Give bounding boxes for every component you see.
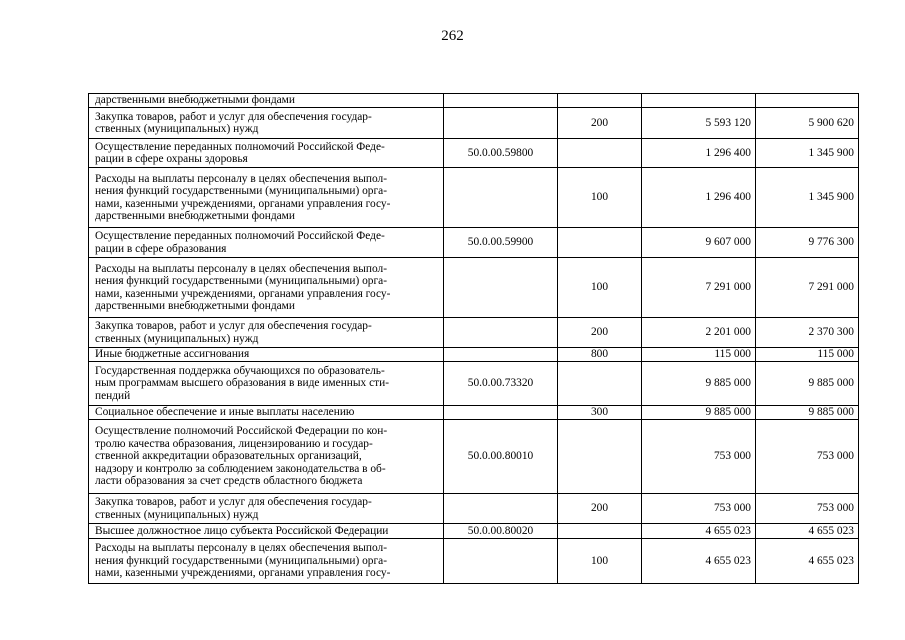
table-row xyxy=(89,406,859,420)
amount-year-1: 9 607 000 xyxy=(642,228,756,258)
expense-type-code: 200 xyxy=(558,494,642,524)
amount-year-2: 9 885 000 xyxy=(756,406,859,420)
item-name: Социальное обеспечение и иные выплаты населению xyxy=(89,406,444,420)
table-row xyxy=(89,228,859,258)
amount-year-2 xyxy=(756,94,859,108)
target-article-code xyxy=(444,258,558,318)
amount-year-1: 7 291 000 xyxy=(642,258,756,318)
table-row xyxy=(89,420,859,494)
amount-year-2: 4 655 023 xyxy=(756,539,859,584)
expense-type-code: 200 xyxy=(558,108,642,139)
amount-year-1: 2 201 000 xyxy=(642,318,756,348)
item-name: Осуществление переданных полномочий Российской Феде- рации в сфере охраны здоровья xyxy=(89,139,444,168)
expense-type-code xyxy=(558,94,642,108)
table-row xyxy=(89,139,859,168)
expense-type-code xyxy=(558,524,642,539)
table-row xyxy=(89,318,859,348)
item-name: Закупка товаров, работ и услуг для обеспечения государ- ственных (муниципальных) нужд xyxy=(89,318,444,348)
item-name: Иные бюджетные ассигнования xyxy=(89,348,444,362)
amount-year-2: 2 370 300 xyxy=(756,318,859,348)
target-article-code: 50.0.00.80020 xyxy=(444,524,558,539)
item-name: Закупка товаров, работ и услуг для обеспечения государ- ственных (муниципальных) нужд xyxy=(89,108,444,139)
amount-year-1: 4 655 023 xyxy=(642,539,756,584)
amount-year-1 xyxy=(642,94,756,108)
amount-year-2: 1 345 900 xyxy=(756,139,859,168)
expense-type-code: 200 xyxy=(558,318,642,348)
amount-year-2: 753 000 xyxy=(756,420,859,494)
amount-year-2: 115 000 xyxy=(756,348,859,362)
amount-year-1: 9 885 000 xyxy=(642,406,756,420)
expense-type-code: 100 xyxy=(558,258,642,318)
amount-year-2: 753 000 xyxy=(756,494,859,524)
table-row xyxy=(89,539,859,584)
amount-year-2: 4 655 023 xyxy=(756,524,859,539)
item-name: Закупка товаров, работ и услуг для обеспечения государ- ственных (муниципальных) нужд xyxy=(89,494,444,524)
item-name: Расходы на выплаты персоналу в целях обеспечения выпол- нения функций государственными (муниципальными) орга- нами, казенными учреждениями, органами управления госу- xyxy=(89,539,444,584)
item-name: Осуществление полномочий Российской Федерации по кон- тролю качества образования, лицензированию и государ- ственной аккредитации образовательных организаций, надзору и контролю за соблюдением законодательства в об- ласти образования за счет средств областного бюджета xyxy=(89,420,444,494)
amount-year-1: 5 593 120 xyxy=(642,108,756,139)
table-row xyxy=(89,524,859,539)
target-article-code: 50.0.00.59900 xyxy=(444,228,558,258)
target-article-code xyxy=(444,406,558,420)
item-name: Расходы на выплаты персоналу в целях обеспечения выпол- нения функций государственными (муниципальными) орга- нами, казенными учреждениями, органами управления госу- дарственными внебюджетными фондами xyxy=(89,258,444,318)
table-row xyxy=(89,168,859,228)
table-row xyxy=(89,94,859,108)
item-name: Осуществление переданных полномочий Российской Феде- рации в сфере образования xyxy=(89,228,444,258)
expense-type-code: 100 xyxy=(558,539,642,584)
table-row xyxy=(89,348,859,362)
table-row xyxy=(89,108,859,139)
amount-year-2: 9 885 000 xyxy=(756,362,859,406)
amount-year-1: 1 296 400 xyxy=(642,168,756,228)
target-article-code xyxy=(444,494,558,524)
expense-type-code xyxy=(558,228,642,258)
amount-year-1: 753 000 xyxy=(642,494,756,524)
amount-year-1: 753 000 xyxy=(642,420,756,494)
item-name: Государственная поддержка обучающихся по образователь- ным программам высшего образования в виде именных сти- пендий xyxy=(89,362,444,406)
expense-type-code xyxy=(558,139,642,168)
table-row xyxy=(89,494,859,524)
table-row xyxy=(89,258,859,318)
target-article-code xyxy=(444,108,558,139)
amount-year-2: 7 291 000 xyxy=(756,258,859,318)
budget-table xyxy=(88,93,859,584)
item-name: Расходы на выплаты персоналу в целях обеспечения выпол- нения функций государственными (муниципальными) орга- нами, казенными учреждениями, органами управления госу- дарственными внебюджетными фондами xyxy=(89,168,444,228)
target-article-code: 50.0.00.80010 xyxy=(444,420,558,494)
amount-year-1: 115 000 xyxy=(642,348,756,362)
page-number: 262 xyxy=(441,28,464,44)
target-article-code xyxy=(444,348,558,362)
amount-year-1: 9 885 000 xyxy=(642,362,756,406)
amount-year-1: 4 655 023 xyxy=(642,524,756,539)
expense-type-code: 800 xyxy=(558,348,642,362)
target-article-code: 50.0.00.59800 xyxy=(444,139,558,168)
table-row xyxy=(89,362,859,406)
item-name: дарственными внебюджетными фондами xyxy=(89,94,444,108)
item-name: Высшее должностное лицо субъекта Российской Федерации xyxy=(89,524,444,539)
target-article-code xyxy=(444,94,558,108)
amount-year-2: 1 345 900 xyxy=(756,168,859,228)
expense-type-code xyxy=(558,420,642,494)
target-article-code: 50.0.00.73320 xyxy=(444,362,558,406)
amount-year-1: 1 296 400 xyxy=(642,139,756,168)
budget-table-body xyxy=(89,94,859,584)
expense-type-code: 100 xyxy=(558,168,642,228)
target-article-code xyxy=(444,318,558,348)
expense-type-code xyxy=(558,362,642,406)
amount-year-2: 9 776 300 xyxy=(756,228,859,258)
amount-year-2: 5 900 620 xyxy=(756,108,859,139)
target-article-code xyxy=(444,539,558,584)
target-article-code xyxy=(444,168,558,228)
expense-type-code: 300 xyxy=(558,406,642,420)
